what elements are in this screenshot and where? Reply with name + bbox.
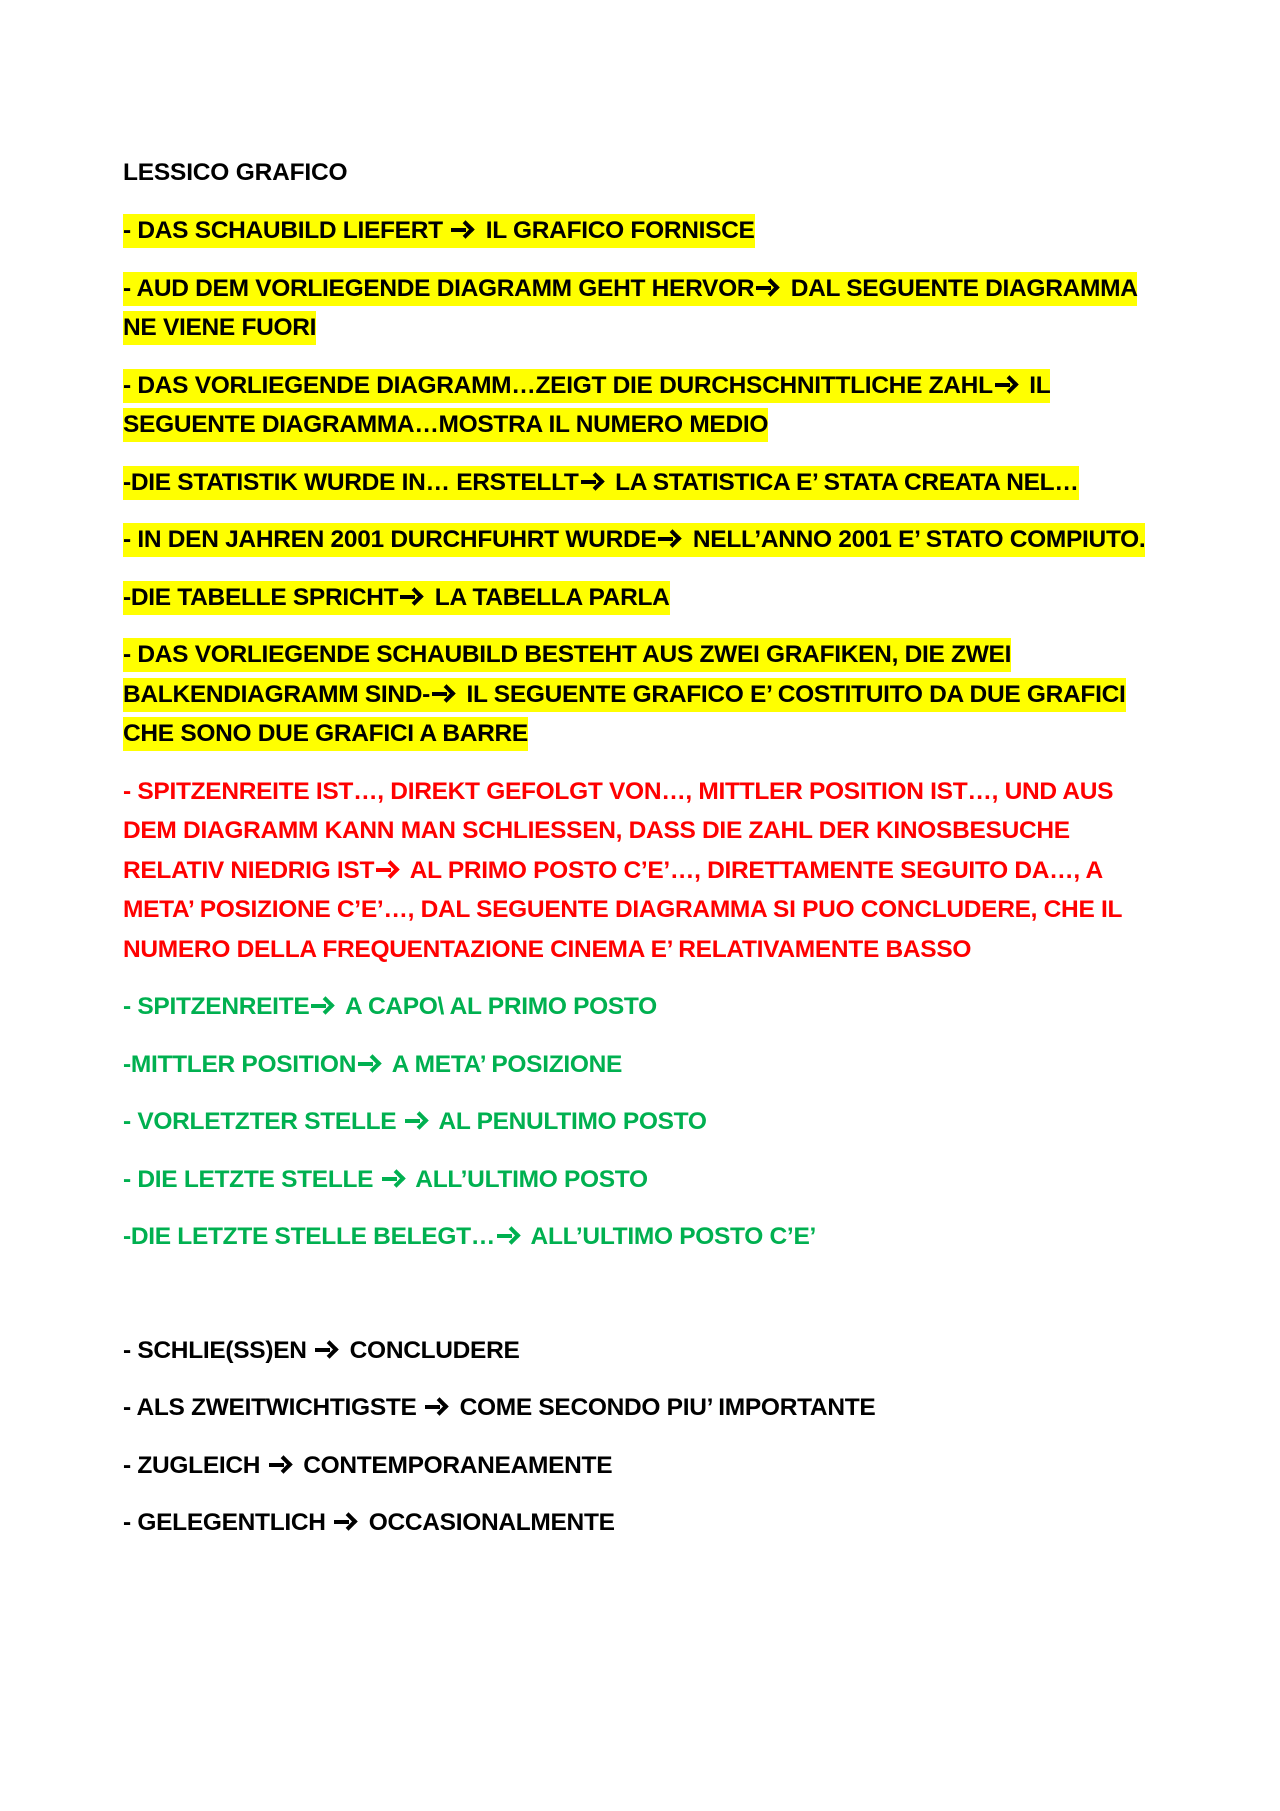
vocab-entry: [123, 578, 1163, 618]
italian-phrase: AL PRIMO POSTO C’E’…, DIRETTAMENTE SEGUITO DA…, A META’ POSIZIONE C’E’…, DAL SEGUENTE DIAGRAMMA SI PUO CONCLUDERE, CHE IL NUMERO DELLA FREQUENTAZIONE CINEMA E’ RELATIVAMENTE BASSO: [123, 856, 1122, 963]
vocab-entry: [123, 987, 1163, 1027]
german-phrase: - ALS ZWEITWICHTIGSTE: [123, 1394, 424, 1421]
vocab-entry: [123, 1446, 1163, 1486]
vocab-entry: [123, 1388, 1163, 1428]
german-phrase: - SCHLIE(SS)EN: [123, 1336, 314, 1364]
arrow-right-icon: [376, 861, 398, 879]
german-phrase: - DAS VORLIEGENDE SCHAUBILD BESTEHT AUS ZWEI GRAFIKEN, DIE ZWEI BALKENDIAGRAMM SIND-: [123, 641, 1012, 708]
german-phrase: -DIE LETZTE STELLE BELEGT…: [123, 1223, 495, 1250]
arrow-right-icon: [334, 1513, 356, 1531]
italian-phrase: NELL’ANNO 2001 E’ STATO COMPIUTO.: [686, 526, 1146, 553]
highlighted-text: [123, 272, 1137, 346]
italian-phrase: OCCASIONALMENTE: [362, 1509, 615, 1536]
vocab-entry: [123, 269, 1163, 348]
italian-phrase: COME SECONDO PIU’ IMPORTANTE: [453, 1394, 876, 1421]
german-phrase: - GELEGENTLICH: [123, 1509, 333, 1536]
highlighted-text: [123, 581, 670, 615]
arrow-right-icon: [315, 1341, 337, 1359]
vocab-entry: [123, 1160, 1163, 1200]
arrow-right-icon: [451, 221, 473, 239]
vocab-entry: [123, 1102, 1163, 1142]
italian-phrase: IL SEGUENTE GRAFICO E’ COSTITUITO DA DUE GRAFICI CHE SONO DUE GRAFICI A BARRE: [123, 680, 1126, 747]
arrow-right-icon: [432, 685, 454, 703]
italian-phrase: LA STATISTICA E’ STATA CREATA NEL…: [608, 468, 1079, 496]
arrow-right-icon: [405, 1112, 427, 1130]
vocab-entry: [123, 520, 1163, 560]
vocab-entry: [123, 635, 1163, 754]
highlighted-text: [123, 523, 1145, 557]
arrow-right-icon: [756, 279, 778, 297]
highlighted-text: [123, 369, 1050, 443]
arrow-right-icon: [497, 1227, 519, 1245]
italian-phrase: A CAPO\ AL PRIMO POSTO: [339, 993, 657, 1020]
german-phrase: - AUD DEM VORLIEGENDE DIAGRAMM GEHT HERVOR: [123, 274, 755, 302]
vocab-entry: [123, 1331, 1163, 1371]
german-phrase: - DAS SCHAUBILD LIEFERT: [123, 217, 450, 244]
german-phrase: - ZUGLEICH: [123, 1451, 267, 1479]
vocab-entry: [123, 1503, 1163, 1543]
vocab-entry: [123, 211, 1163, 251]
italian-phrase: CONTEMPORANEAMENTE: [296, 1451, 613, 1479]
german-phrase: - DAS VORLIEGENDE DIAGRAMM…ZEIGT DIE DURCHSCHNITTLICHE ZAHL: [123, 371, 993, 399]
italian-phrase: CONCLUDERE: [343, 1336, 520, 1364]
italian-phrase: IL GRAFICO FORNISCE: [479, 217, 755, 244]
german-phrase: -DIE STATISTIK WURDE IN… ERSTELLT: [123, 468, 579, 496]
vocab-entry: [123, 772, 1163, 970]
highlighted-text: [123, 214, 755, 248]
vocab-entry: [123, 1045, 1163, 1085]
arrow-right-icon: [269, 1456, 291, 1474]
arrow-right-icon: [995, 376, 1017, 394]
german-phrase: - IN DEN JAHREN 2001 DURCHFUHRT WURDE: [123, 526, 657, 553]
german-phrase: - SPITZENREITE IST…, DIREKT GEFOLGT VON…, MITTLER POSITION IST…, UND AUS DEM DIAGRAMM KANN MAN SCHLIESSEN, DASS DIE ZAHL DER KINOSBESUCHE RELATIV NIEDRIG IST: [123, 777, 1114, 884]
arrow-right-icon: [400, 588, 422, 606]
arrow-right-icon: [658, 530, 680, 548]
german-phrase: - DIE LETZTE STELLE: [123, 1165, 380, 1193]
german-phrase: -MITTLER POSITION: [123, 1050, 357, 1078]
german-phrase: - VORLETZTER STELLE: [123, 1108, 403, 1135]
italian-phrase: ALL’ULTIMO POSTO C’E’: [524, 1223, 816, 1250]
italian-phrase: AL PENULTIMO POSTO: [432, 1108, 707, 1135]
vocab-entry: [123, 463, 1163, 503]
highlighted-text: [123, 638, 1126, 751]
vocab-entry: [123, 366, 1163, 445]
italian-phrase: A META’ POSIZIONE: [386, 1050, 623, 1078]
german-phrase: -DIE TABELLE SPRICHT: [123, 583, 399, 611]
italian-phrase: DAL SEGUENTE DIAGRAMMA NE VIENE FUORI: [123, 274, 1137, 341]
italian-phrase: IL SEGUENTE DIAGRAMMA…MOSTRA IL NUMERO MEDIO: [123, 371, 1050, 438]
highlighted-text: [123, 466, 1079, 500]
page-title: LESSICO GRAFICO: [123, 159, 348, 186]
document-page: [123, 154, 1163, 1561]
arrow-right-icon: [425, 1398, 447, 1416]
italian-phrase: ALL’ULTIMO POSTO: [409, 1165, 648, 1193]
vocab-entry: [123, 1217, 1163, 1257]
italian-phrase: LA TABELLA PARLA: [428, 583, 670, 611]
arrow-right-icon: [382, 1170, 404, 1188]
german-phrase: - SPITZENREITE: [123, 993, 310, 1020]
arrow-right-icon: [311, 997, 333, 1015]
arrow-right-icon: [581, 473, 603, 491]
spacer: [123, 1275, 1163, 1331]
arrow-right-icon: [358, 1055, 380, 1073]
